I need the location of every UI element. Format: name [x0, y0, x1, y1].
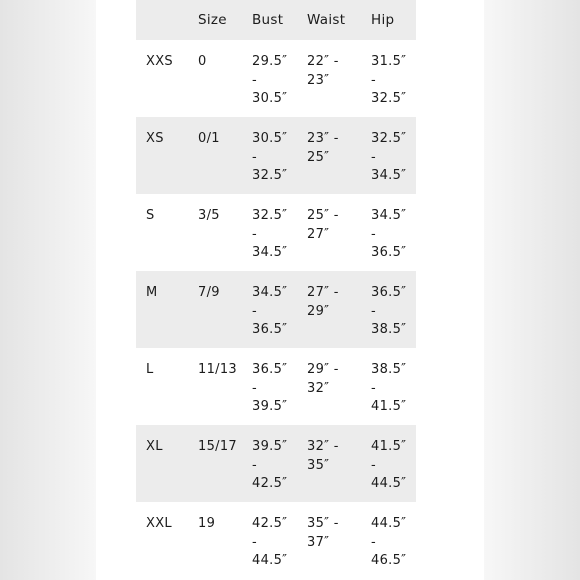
right-blur-margin: [484, 0, 580, 580]
header-bust: Bust: [252, 12, 284, 28]
row-waist: 25″ - 27″: [307, 208, 339, 242]
row-numeric-size: 11/13: [198, 362, 237, 377]
row-numeric-size: 0: [198, 54, 207, 69]
row-bust: 34.5″ - 36.5″: [252, 285, 288, 338]
size-chart-table: [136, 0, 416, 569]
table-row: [136, 425, 416, 502]
row-hip: 41.5″ - 44.5″: [371, 439, 407, 492]
row-waist: 23″ - 25″: [307, 131, 339, 165]
row-bust: 42.5″ - 44.5″: [252, 516, 288, 569]
table-row: [136, 271, 416, 348]
row-size-label: XL: [146, 439, 163, 454]
header-waist: Waist: [307, 12, 346, 28]
size-chart-page: [98, 0, 482, 580]
row-waist: 29″ - 32″: [307, 362, 339, 396]
row-hip: 31.5″ - 32.5″: [371, 54, 407, 107]
row-numeric-size: 0/1: [198, 131, 220, 146]
row-size-label: L: [146, 362, 154, 377]
table-header-row: [136, 0, 416, 40]
row-bust: 30.5″ - 32.5″: [252, 131, 288, 184]
row-bust: 39.5″ - 42.5″: [252, 439, 288, 492]
table-body: [136, 40, 416, 580]
row-bust: 36.5″ - 39.5″: [252, 362, 288, 415]
row-waist: 35″ - 37″: [307, 516, 339, 550]
row-waist: 32″ - 35″: [307, 439, 339, 473]
row-numeric-size: 7/9: [198, 285, 220, 300]
header-hip: Hip: [371, 12, 395, 28]
row-hip: 34.5″ - 36.5″: [371, 208, 407, 261]
row-waist: 27″ - 29″: [307, 285, 339, 319]
table-row: [136, 40, 416, 117]
row-size-label: XXL: [146, 516, 172, 531]
row-hip: 38.5″ - 41.5″: [371, 362, 407, 415]
row-hip: 32.5″ - 34.5″: [371, 131, 407, 184]
row-size-label: M: [146, 285, 158, 300]
table-row: [136, 502, 416, 579]
row-waist: 22″ - 23″: [307, 54, 339, 88]
row-size-label: XS: [146, 131, 164, 146]
row-size-label: XXS: [146, 54, 173, 69]
row-size-label: S: [146, 208, 155, 223]
left-blur-margin: [0, 0, 96, 580]
table-row: [136, 117, 416, 194]
row-numeric-size: 19: [198, 516, 216, 531]
row-bust: 32.5″ - 34.5″: [252, 208, 288, 261]
row-bust: 29.5″ - 30.5″: [252, 54, 288, 107]
row-hip: 36.5″ - 38.5″: [371, 285, 407, 338]
row-hip: 44.5″ - 46.5″: [371, 516, 407, 569]
header-size: Size: [198, 12, 227, 28]
table-row: [136, 348, 416, 425]
row-numeric-size: 15/17: [198, 439, 237, 454]
table-row: [136, 194, 416, 271]
row-numeric-size: 3/5: [198, 208, 220, 223]
